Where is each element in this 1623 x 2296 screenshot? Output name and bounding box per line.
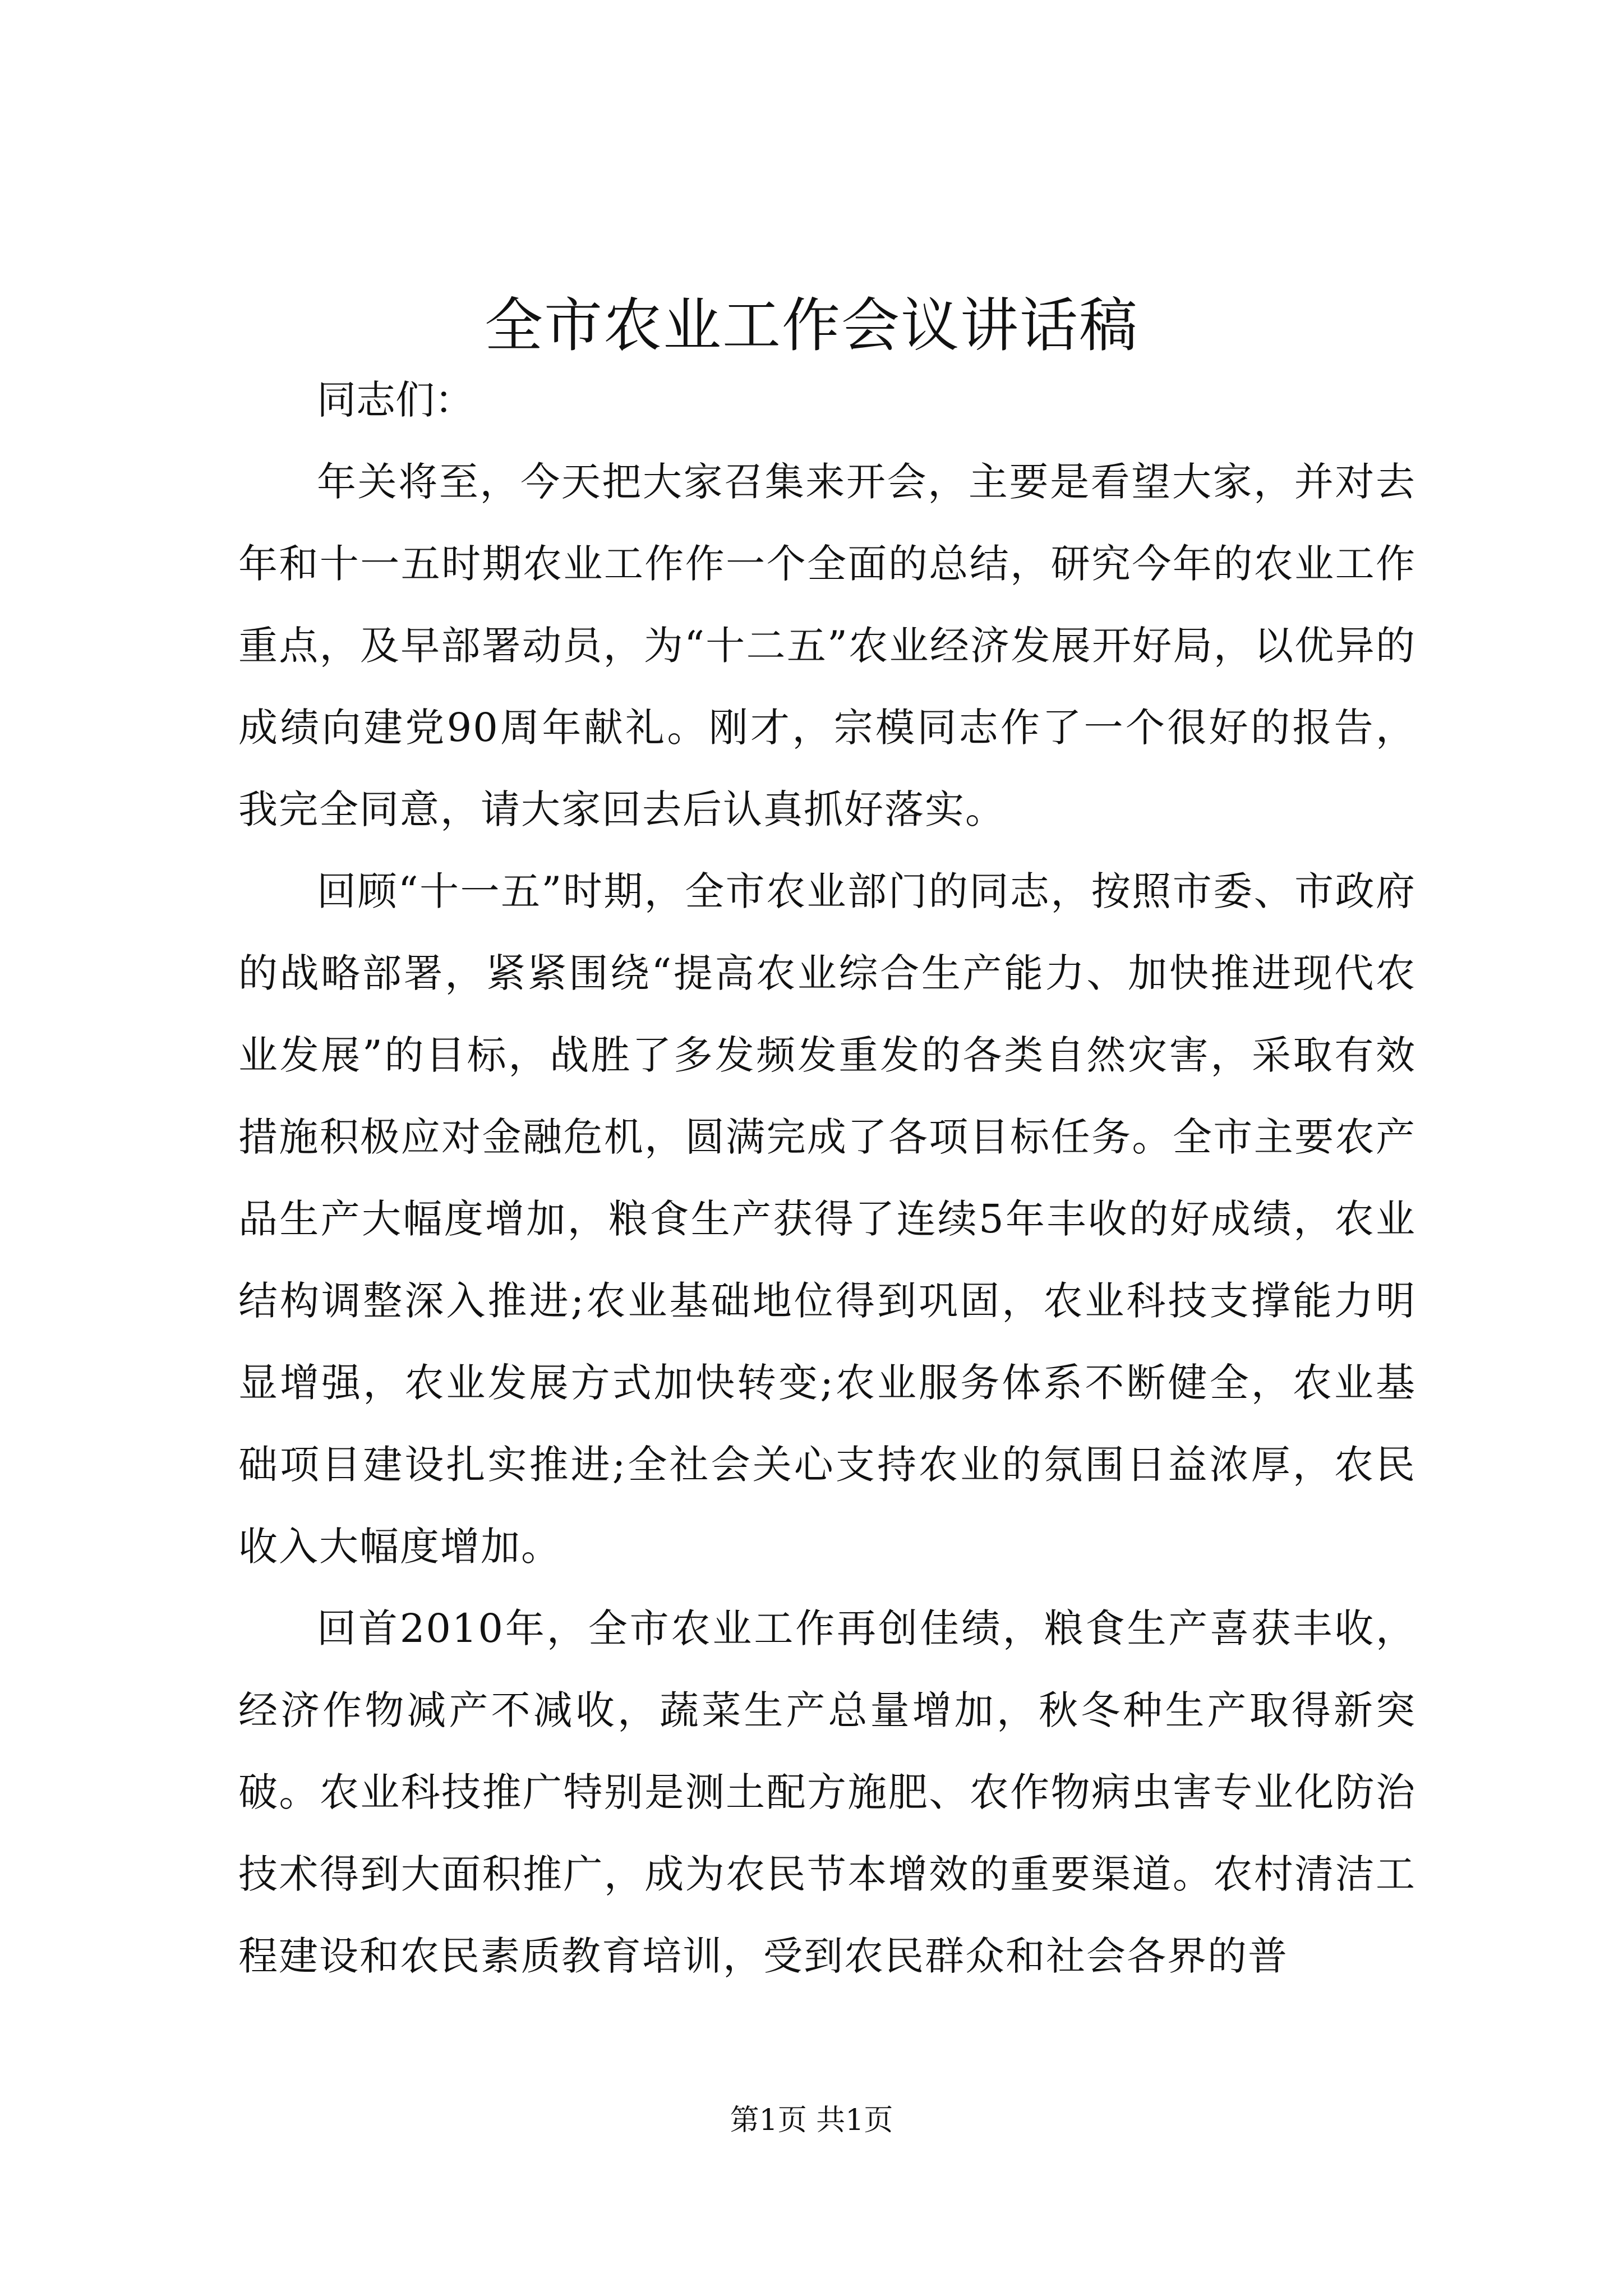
paragraph-1: 年关将至，今天把大家召集来开会，主要是看望大家，并对去年和十一五时期农业工作作一个全面的总结，研究今年的农业工作重点，及早部署动员，为“十二五”农业经济发展开好局，以优异的成绩向建党90周年献礼。刚才，宗模同志作了一个很好的报告，我完全同意，请大家回去后认真抓好落实。 [238,459,1416,832]
page-number-footer: 第1页 共1页 [730,2104,893,2137]
paragraph-3: 回首2010年，全市农业工作再创佳绩，粮食生产喜获丰收，经济作物减产不减收，蔬菜生产总量增加，秋冬种生产取得新突破。农业科技推广特别是测土配方施肥、农作物病虫害专业化防治技术得到大面积推广，成为农民节本增效的重要渠道。农村清洁工程建设和农民素质教育培训，受到农民群众和社会各界的普 [238,1605,1416,1979]
salutation: 同志们： [317,377,474,423]
document-title: 全市农业工作会议讲话稿 [484,291,1138,360]
paragraph-2: 回顾“十一五”时期，全市农业部门的同志，按照市委、市政府的战略部署，紧紧围绕“提高农业综合生产能力、加快推进现代农业发展”的目标，战胜了多发频发重发的各类自然灾害，采取有效措施积极应对金融危机，圆满完成了各项目标任务。全市主要农产品生产大幅度增加，粮食生产获得了连续5年丰收的好成绩，农业结构调整深入推进;农业基础地位得到巩固，农业科技支撑能力明显增强，农业发展方式加快转变;农业服务体系不断健全，农业基础项目建设扎实推进;全社会关心支持农业的氛围日益浓厚，农民收入大幅度增加。 [238,868,1416,1570]
document-body [238,359,1416,1997]
